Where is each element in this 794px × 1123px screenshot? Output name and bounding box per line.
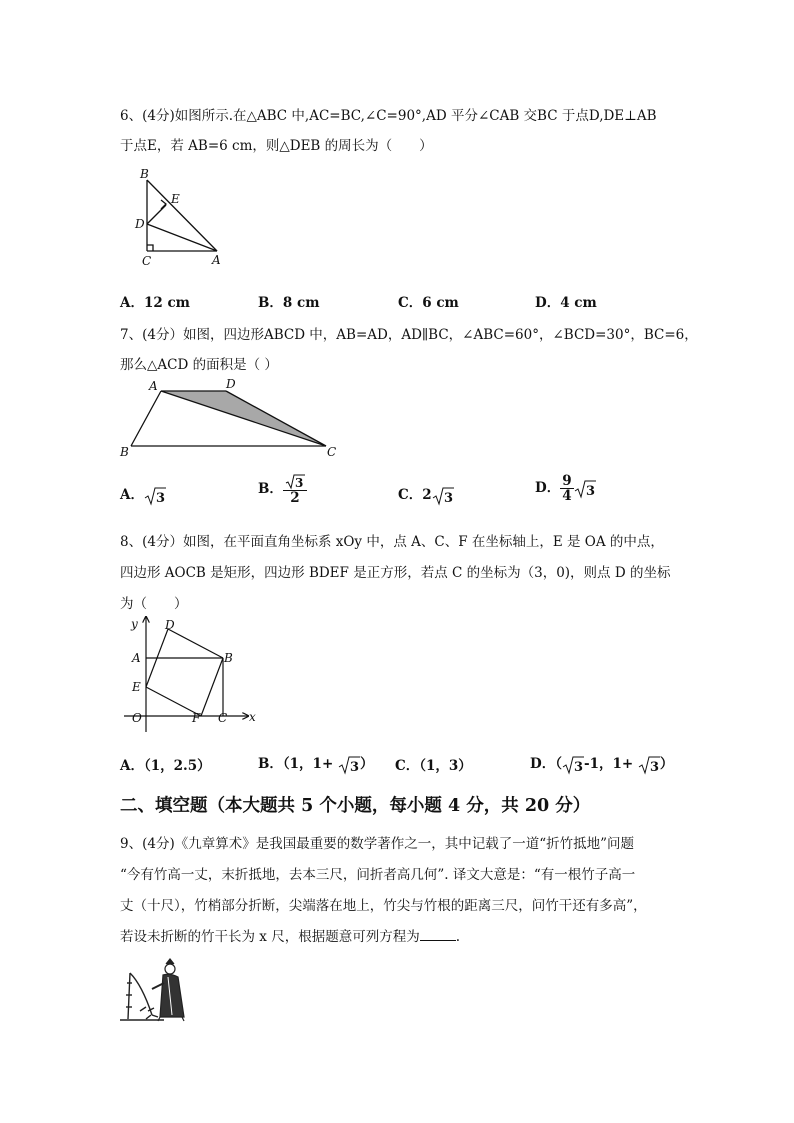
q8-text-line1: 8、(4分）如图，在平面直角坐标系 xOy 中，点 A、C、F 在坐标轴上，E 是 OA 的中点， bbox=[120, 534, 664, 550]
bamboo-trunk bbox=[128, 973, 130, 1019]
q6-triangle-figure bbox=[120, 166, 230, 271]
q9-text-line4: 若设未折断的竹干长为 x 尺，根据题意可列方程为 . bbox=[120, 929, 460, 945]
segment-ab bbox=[131, 391, 161, 446]
q6-option-d: D．4 cm bbox=[535, 295, 597, 311]
q6-option-b: B．8 cm bbox=[258, 295, 320, 311]
fraction-sqrt3-over-2: $\frac{3}{2}$ bbox=[283, 474, 307, 505]
scholar-figure bbox=[152, 959, 184, 1021]
svg-text:3: 3 bbox=[294, 476, 304, 490]
q6-text-line1: 6、(4分)如图所示.在△ABC 中,AC=BC,∠C=90°,AD 平分∠CAB 交BC 于点D,DE⊥AB bbox=[120, 108, 657, 124]
label-f: F bbox=[192, 711, 201, 725]
q9-text-line1: 9、(4分)《九章算术》是我国最重要的数学著作之一，其中记载了一道“折竹抵地”问题 bbox=[120, 836, 635, 852]
svg-text:3: 3 bbox=[349, 759, 360, 775]
svg-text:3: 3 bbox=[573, 759, 584, 775]
q7-text-line1: 7、(4分）如图，四边形ABCD 中，AB=AD，AD∥BC，∠ABC=60°，∠BCD=30°，BC=6， bbox=[120, 327, 698, 343]
segment-ac bbox=[161, 391, 326, 446]
sqrt-radical bbox=[338, 755, 360, 775]
q8-option-d: D．（ 3 -1，1+ 3 ） bbox=[530, 756, 674, 775]
segment-bf bbox=[201, 658, 223, 716]
label-y: y bbox=[131, 617, 138, 631]
q6-text-line2: 于点E，若 AB=6 cm，则△DEB 的周长为（ ） bbox=[120, 138, 433, 154]
label-b: B bbox=[140, 167, 149, 181]
sqrt-radical bbox=[144, 486, 166, 506]
segment-db bbox=[168, 629, 223, 658]
svg-text:3: 3 bbox=[649, 759, 659, 775]
q7-text-line2: 那么△ACD 的面积是（ ） bbox=[120, 357, 278, 373]
answer-blank bbox=[420, 928, 456, 941]
q8-option-b: B．（1，1+ 3 ） bbox=[258, 756, 374, 775]
svg-text:3: 3 bbox=[443, 490, 453, 506]
label-a: A bbox=[149, 379, 158, 393]
q8-option-a: A．（1，2.5） bbox=[120, 758, 211, 774]
q8-text-line2: 四边形 AOCB 是矩形，四边形 BDEF 是正方形，若点 C 的坐标为（3，0)，则点 D 的坐标 bbox=[120, 565, 671, 581]
segment-ad bbox=[147, 224, 217, 251]
sqrt-radical bbox=[432, 486, 454, 506]
segment-ab bbox=[147, 180, 217, 251]
q9-bamboo-illustration bbox=[118, 955, 198, 1025]
label-c: C bbox=[218, 711, 228, 725]
label-b: B bbox=[224, 651, 233, 665]
svg-text:3: 3 bbox=[155, 490, 166, 506]
q6-option-c: C．6 cm bbox=[398, 295, 459, 311]
label-e: E bbox=[132, 680, 141, 694]
label-a: A bbox=[212, 253, 221, 267]
q7-option-d: D． $\frac{9}{4}$ 3 bbox=[535, 473, 595, 505]
label-b: B bbox=[120, 445, 129, 459]
q7-option-c: C．2 3 bbox=[398, 487, 453, 506]
sqrt-radical bbox=[638, 755, 660, 775]
segment-dc bbox=[226, 391, 326, 446]
label-a: A bbox=[132, 651, 141, 665]
label-o: O bbox=[132, 711, 142, 725]
sqrt-radical bbox=[574, 479, 596, 499]
section-heading-fill-in: 二、填空题（本大题共 5 个小题，每小题 4 分，共 20 分） bbox=[120, 796, 591, 816]
q8-coordinate-figure bbox=[118, 612, 268, 737]
q7-option-b: B． $\frac{3}{2}$ bbox=[258, 474, 307, 505]
label-d: D bbox=[226, 377, 236, 391]
label-e: E bbox=[171, 192, 180, 206]
label-d: D bbox=[135, 217, 145, 231]
q8-text-line3: 为（ ） bbox=[120, 596, 188, 612]
label-x: x bbox=[249, 710, 256, 724]
right-angle-mark-c bbox=[147, 245, 153, 251]
label-d: D bbox=[165, 618, 175, 632]
q7-option-a: A． 3 bbox=[120, 487, 166, 506]
q9-text-line2: “今有竹高一丈，末折抵地，去本三尺，问折者高几何”. 译文大意是：“有一根竹子高一 bbox=[120, 867, 636, 883]
fraction-9-over-4: $\frac{9}{4}$ bbox=[562, 473, 572, 505]
label-c: C bbox=[142, 254, 152, 268]
segment-de bbox=[147, 205, 166, 224]
bamboo-broken-top bbox=[130, 973, 152, 1015]
svg-text:3: 3 bbox=[585, 483, 595, 499]
q8-option-c: C．（1，3） bbox=[395, 758, 472, 774]
sqrt-radical bbox=[562, 755, 584, 775]
q6-option-a: A．12 cm bbox=[120, 295, 190, 311]
q9-text-line3: 丈（十尺），竹梢部分折断，尖端落在地上，竹尖与竹根的距离三尺，问竹干还有多高”， bbox=[120, 898, 647, 914]
q7-quadrilateral-figure bbox=[118, 376, 348, 458]
label-c: C bbox=[327, 445, 337, 459]
